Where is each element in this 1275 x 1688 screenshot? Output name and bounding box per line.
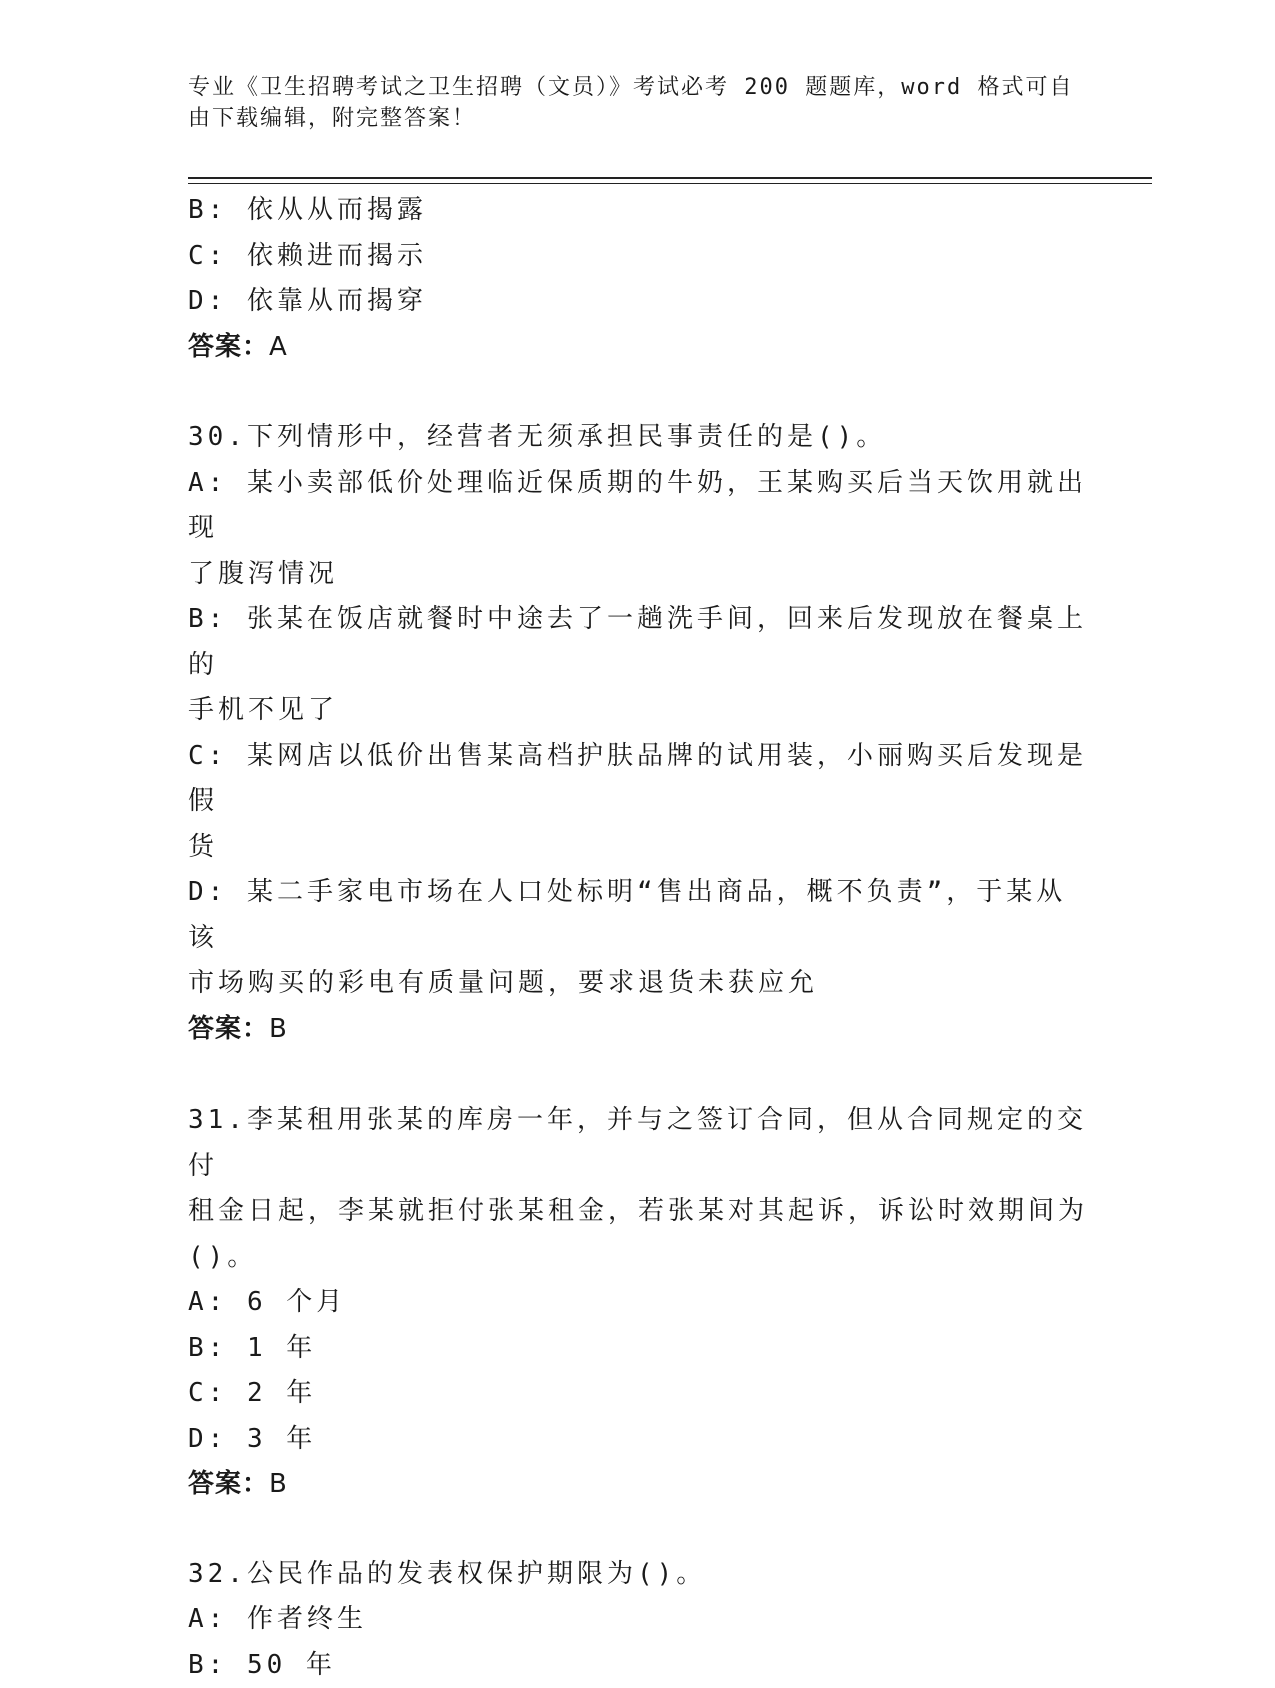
option-d: D: 3 年 [188,1417,1088,1463]
answer [188,325,1088,371]
question-spacer [188,1052,1088,1098]
header-divider-thin [188,183,1152,184]
question-32 [188,1552,1088,1688]
option-b: B: 依从从而揭露 [188,188,1088,234]
question-30 [188,415,1088,1052]
option-c: C: 依赖进而揭示 [188,234,1088,280]
option-b-line-2: 手机不见了 [188,688,1088,734]
option-a-line-1: A: 某小卖部低价处理临近保质期的牛奶，王某购买后当天饮用就出现 [188,461,1088,552]
option-c-line-1: C: 某网店以低价出售某高档护肤品牌的试用装，小丽购买后发现是假 [188,734,1088,825]
answer-value: B [269,1014,288,1044]
option-c-line-2: 货 [188,825,1088,871]
option-d-line-2: 市场购买的彩电有质量问题，要求退货未获应允 [188,961,1088,1007]
question-text: 32.公民作品的发表权保护期限为()。 [188,1552,1088,1598]
answer-label: 答案： [188,1014,269,1044]
header-line-2: 由下载编辑，附完整答案！ [188,103,1088,134]
option-d-line-1: D: 某二手家电市场在人口处标明“售出商品，概不负责”，于某从该 [188,870,1088,961]
answer-value: A [269,332,288,362]
option-c: C: 2 年 [188,1371,1088,1417]
question-text-line-3: ()。 [188,1235,1088,1281]
header-line-1: 专业《卫生招聘考试之卫生招聘（文员）》考试必考 200 题题库，word 格式可自 [188,72,1088,103]
answer-label: 答案： [188,332,269,362]
question-text: 30.下列情形中，经营者无须承担民事责任的是()。 [188,415,1088,461]
option-a: A: 作者终生 [188,1597,1088,1643]
option-a: A: 6 个月 [188,1280,1088,1326]
question-text-line-2: 租金日起，李某就拒付张某租金，若张某对其起诉，诉讼时效期间为 [188,1189,1088,1235]
question-29-tail [188,188,1088,370]
option-a-line-2: 了腹泻情况 [188,552,1088,598]
answer-value: B [269,1469,288,1499]
question-list [188,188,1088,1688]
question-spacer [188,1508,1088,1552]
answer-label: 答案： [188,1469,269,1499]
question-31 [188,1098,1088,1508]
document-header [188,72,1088,134]
option-b: B: 1 年 [188,1326,1088,1372]
option-b: B: 50 年 [188,1643,1088,1688]
answer [188,1007,1088,1053]
option-b-line-1: B: 张某在饭店就餐时中途去了一趟洗手间，回来后发现放在餐桌上的 [188,597,1088,688]
question-text-line-1: 31.李某租用张某的库房一年，并与之签订合同，但从合同规定的交付 [188,1098,1088,1189]
option-d: D: 依靠从而揭穿 [188,279,1088,325]
answer [188,1462,1088,1508]
header-divider-thick [188,177,1152,179]
question-spacer [188,370,1088,415]
